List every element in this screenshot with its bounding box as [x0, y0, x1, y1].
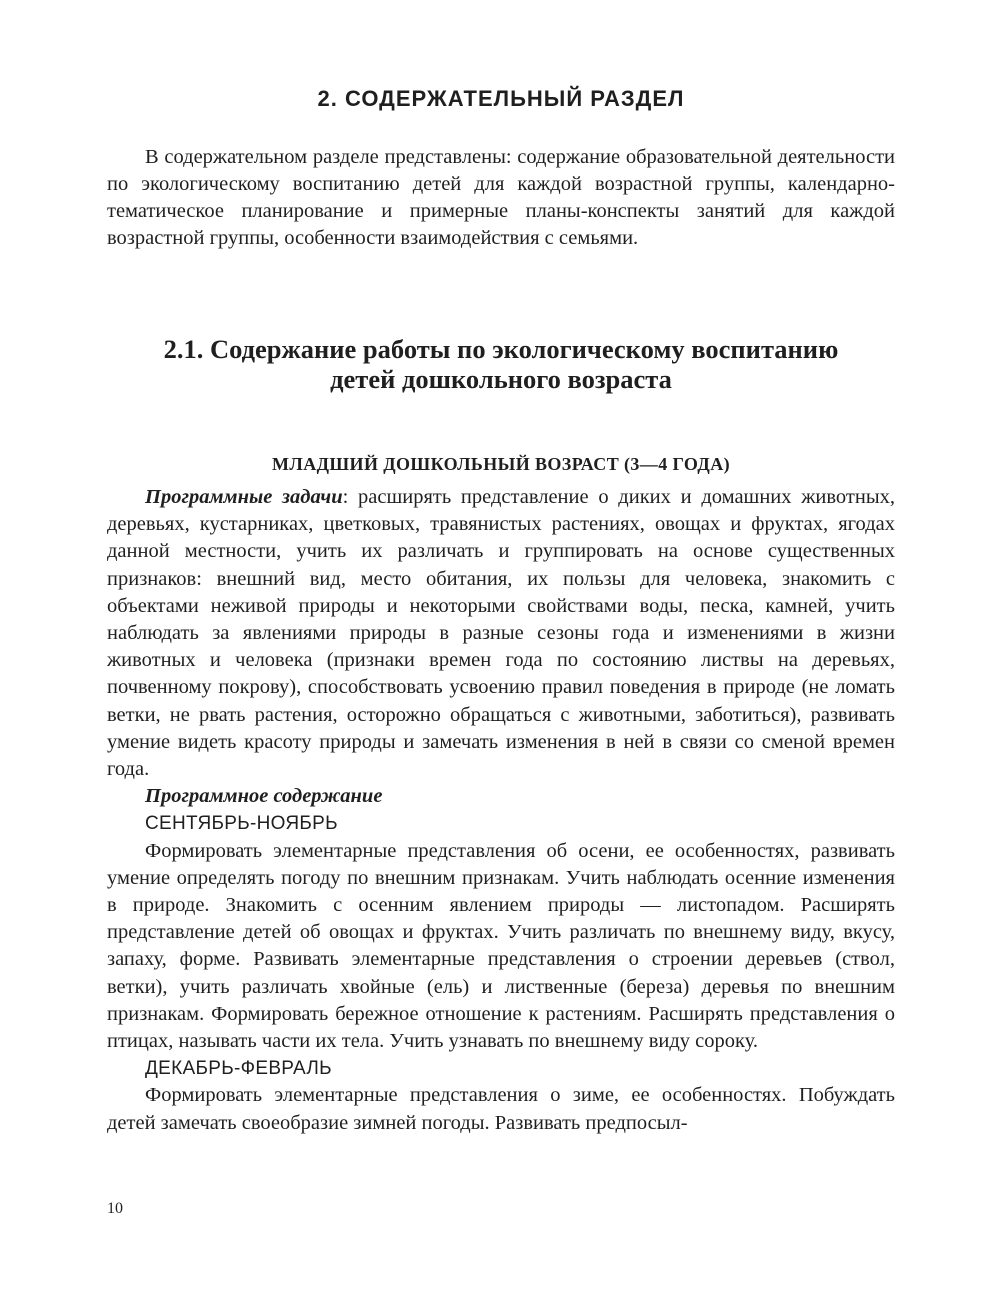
period-september-november-title: СЕНТЯБРЬ-НОЯБРЬ	[145, 813, 338, 835]
age-group-heading: МЛАДШИЙ ДОШКОЛЬНЫЙ ВОЗРАСТ (3—4 ГОДА)	[272, 454, 730, 474]
program-tasks-paragraph	[107, 484, 895, 783]
page-number: 10	[107, 1200, 123, 1217]
age-group-body	[107, 484, 895, 1137]
subsection-title-line2: детей дошкольного возраста	[330, 364, 672, 394]
section-intro-paragraph: В содержательном разделе представлены: содержание образовательной деятельности по экологическому воспитанию детей для каждой возрастной группы, календарно-тематическое планирование и примерные планы-конспекты занятий для каждой возрастной группы, особенности взаимодействия с семьями.	[107, 146, 895, 249]
subsection-title-line1: 2.1. Содержание работы по экологическому воспитанию	[163, 334, 839, 364]
subsection-title	[107, 334, 895, 394]
program-content-label: Программное содержание	[145, 785, 383, 808]
program-tasks-label: Программные задачи	[145, 486, 343, 508]
program-tasks-text: : расширять представление о диких и домашних животных, деревьях, кустарниках, цветковых, травянистых растениях, овощах и фруктах, ягодах данной местности, учить их различать и группировать на основе существенных признаков: внешний вид, место обитания, их пользы для человека, знакомить с объектами неживой природы и некоторыми свойствами воды, песка, камней, учить наблюдать за явлениями природы в разные сезоны года и изменениями в жизни животных и человека (признаки времен года по состоянию листвы на деревьях, почвенному покрову), способствовать усвоению правил поведения в природе (не ломать ветки, не рвать растения, осторожно обращаться с животными, заботиться), развивать умение видеть красоту природы и замечать изменения в ней в связи со сменой времен года.	[107, 486, 895, 781]
period-september-november-text: Формировать элементарные представления об осени, ее особенностях, развивать умение определять погоду по внешним признакам. Учить наблюдать осенние изменения в природе. Знакомить с осенним явлением природы — листопадом. Расширять представление детей об овощах и фруктах. Учить различать по внешнему виду, вкусу, запаху, форме. Развивать элементарные представления о строении деревьев (ствол, ветки), учить различать хвойные (ель) и лиственные (береза) деревья по внешним признакам. Формировать бережное отношение к растениям. Расширять представления о птицах, называть части их тела. Учить узнавать по внешнему виду сороку.	[107, 839, 895, 1053]
period-december-february-title: ДЕКАБРЬ-ФЕВРАЛЬ	[145, 1058, 332, 1080]
period-december-february-text: Формировать элементарные представления о зиме, ее особенностях. Побуждать детей замечать своеобразие зимней погоды. Развивать предпосыл-	[107, 1084, 895, 1134]
section-title: 2. СОДЕРЖАТЕЛЬНЫЙ РАЗДЕЛ	[317, 86, 685, 111]
